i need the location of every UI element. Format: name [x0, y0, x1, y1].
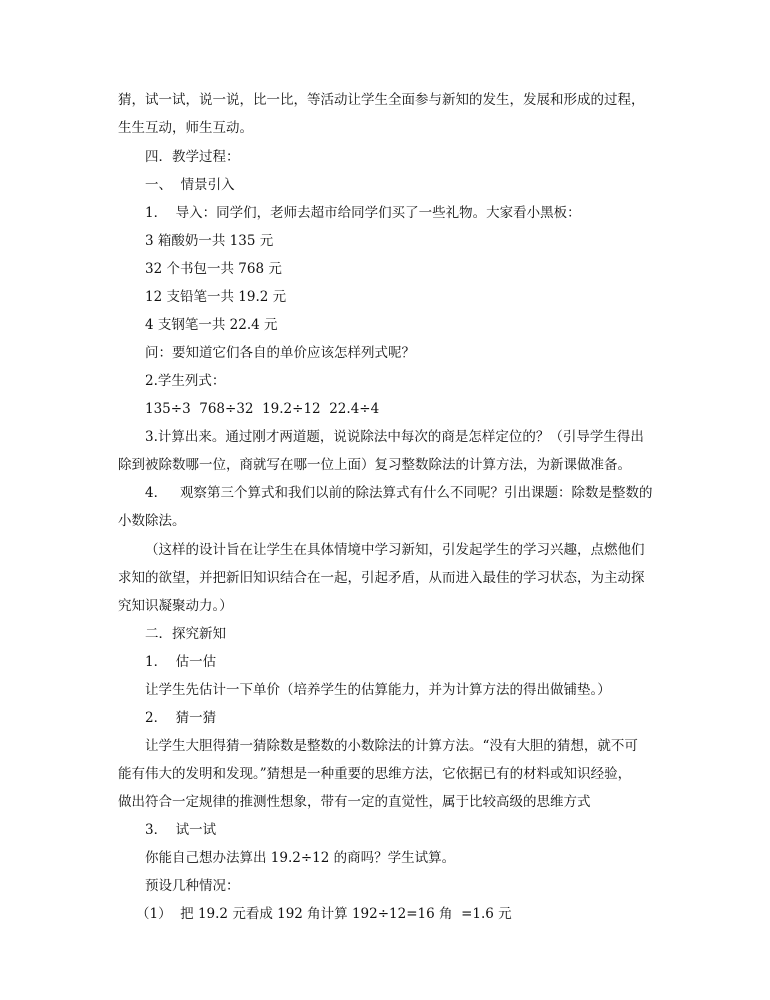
- text-line: 你能自己想办法算出 19.2÷12 的商吗？学生试算。: [145, 850, 456, 866]
- text-line: 究知识凝聚动力。）: [118, 598, 233, 614]
- section-heading: 二．探究新知: [145, 626, 226, 642]
- subsection-heading: 2． 猜一猜: [145, 710, 217, 726]
- text-line: 小数除法。: [118, 513, 186, 529]
- text-line: 求知的欲望，并把新旧知识结合在一起，引起矛盾，从而进入最佳的学习状态，为主动探: [118, 570, 645, 586]
- text-line: 能有伟大的发明和发现。”猜想是一种重要的思维方法，它依据已有的材料或知识经验，: [118, 766, 632, 782]
- text-line: 32 个书包一共 768 元: [145, 261, 282, 277]
- text-line: 问：要知道它们各自的单价应该怎样列式呢？: [145, 345, 415, 361]
- text-line: 除到被除数哪一位，商就写在哪一位上面）复习整数除法的计算方法，为新课做准备。: [118, 457, 631, 473]
- text-line: 4． 观察第三个算式和我们以前的除法算式有什么不同呢？引出课题：除数是整数的: [145, 485, 653, 501]
- text-line: 猜，试一试，说一说，比一比，等活动让学生全面参与新知的发生，发展和形成的过程，: [118, 92, 645, 108]
- text-line: 让学生大胆得猜一猜除数是整数的小数除法的计算方法。“没有大胆的猜想，就不可: [145, 738, 638, 754]
- text-line: 生生互动，师生互动。: [118, 120, 253, 136]
- subsection-heading: 1． 估一估: [145, 654, 217, 670]
- text-line: （1） 把 19.2 元看成 192 角计算 192÷12=16 角 =1.6 元: [136, 906, 512, 922]
- text-line: 让学生先估计一下单价（培养学生的估算能力，并为计算方法的得出做铺垫。）: [145, 682, 611, 698]
- section-heading: 四．教学过程：: [145, 149, 240, 165]
- text-line: 1． 导入：同学们，老师去超市给同学们买了一些礼物。大家看小黑板：: [145, 205, 581, 221]
- text-line: 预设几种情况：: [145, 878, 240, 894]
- subsection-heading: 一、 情景引入: [145, 177, 235, 193]
- text-line: 做出符合一定规律的推测性想象，带有一定的直觉性，属于比较高级的思维方式: [118, 794, 591, 810]
- formula-line: 135÷3 768÷32 19.2÷12 22.4÷4: [145, 401, 380, 417]
- text-line: 2.学生列式：: [145, 373, 226, 389]
- subsection-heading: 3． 试一试: [145, 822, 217, 838]
- text-line: （这样的设计旨在让学生在具体情境中学习新知，引发起学生的学习兴趣，点燃他们: [145, 542, 645, 558]
- text-line: 3 箱酸奶一共 135 元: [145, 233, 274, 249]
- text-line: 3.计算出来。通过刚才两道题，说说除法中每次的商是怎样定位的？（引导学生得出: [145, 429, 644, 445]
- text-line: 12 支铅笔一共 19.2 元: [145, 289, 287, 305]
- text-line: 4 支钢笔一共 22.4 元: [145, 317, 278, 333]
